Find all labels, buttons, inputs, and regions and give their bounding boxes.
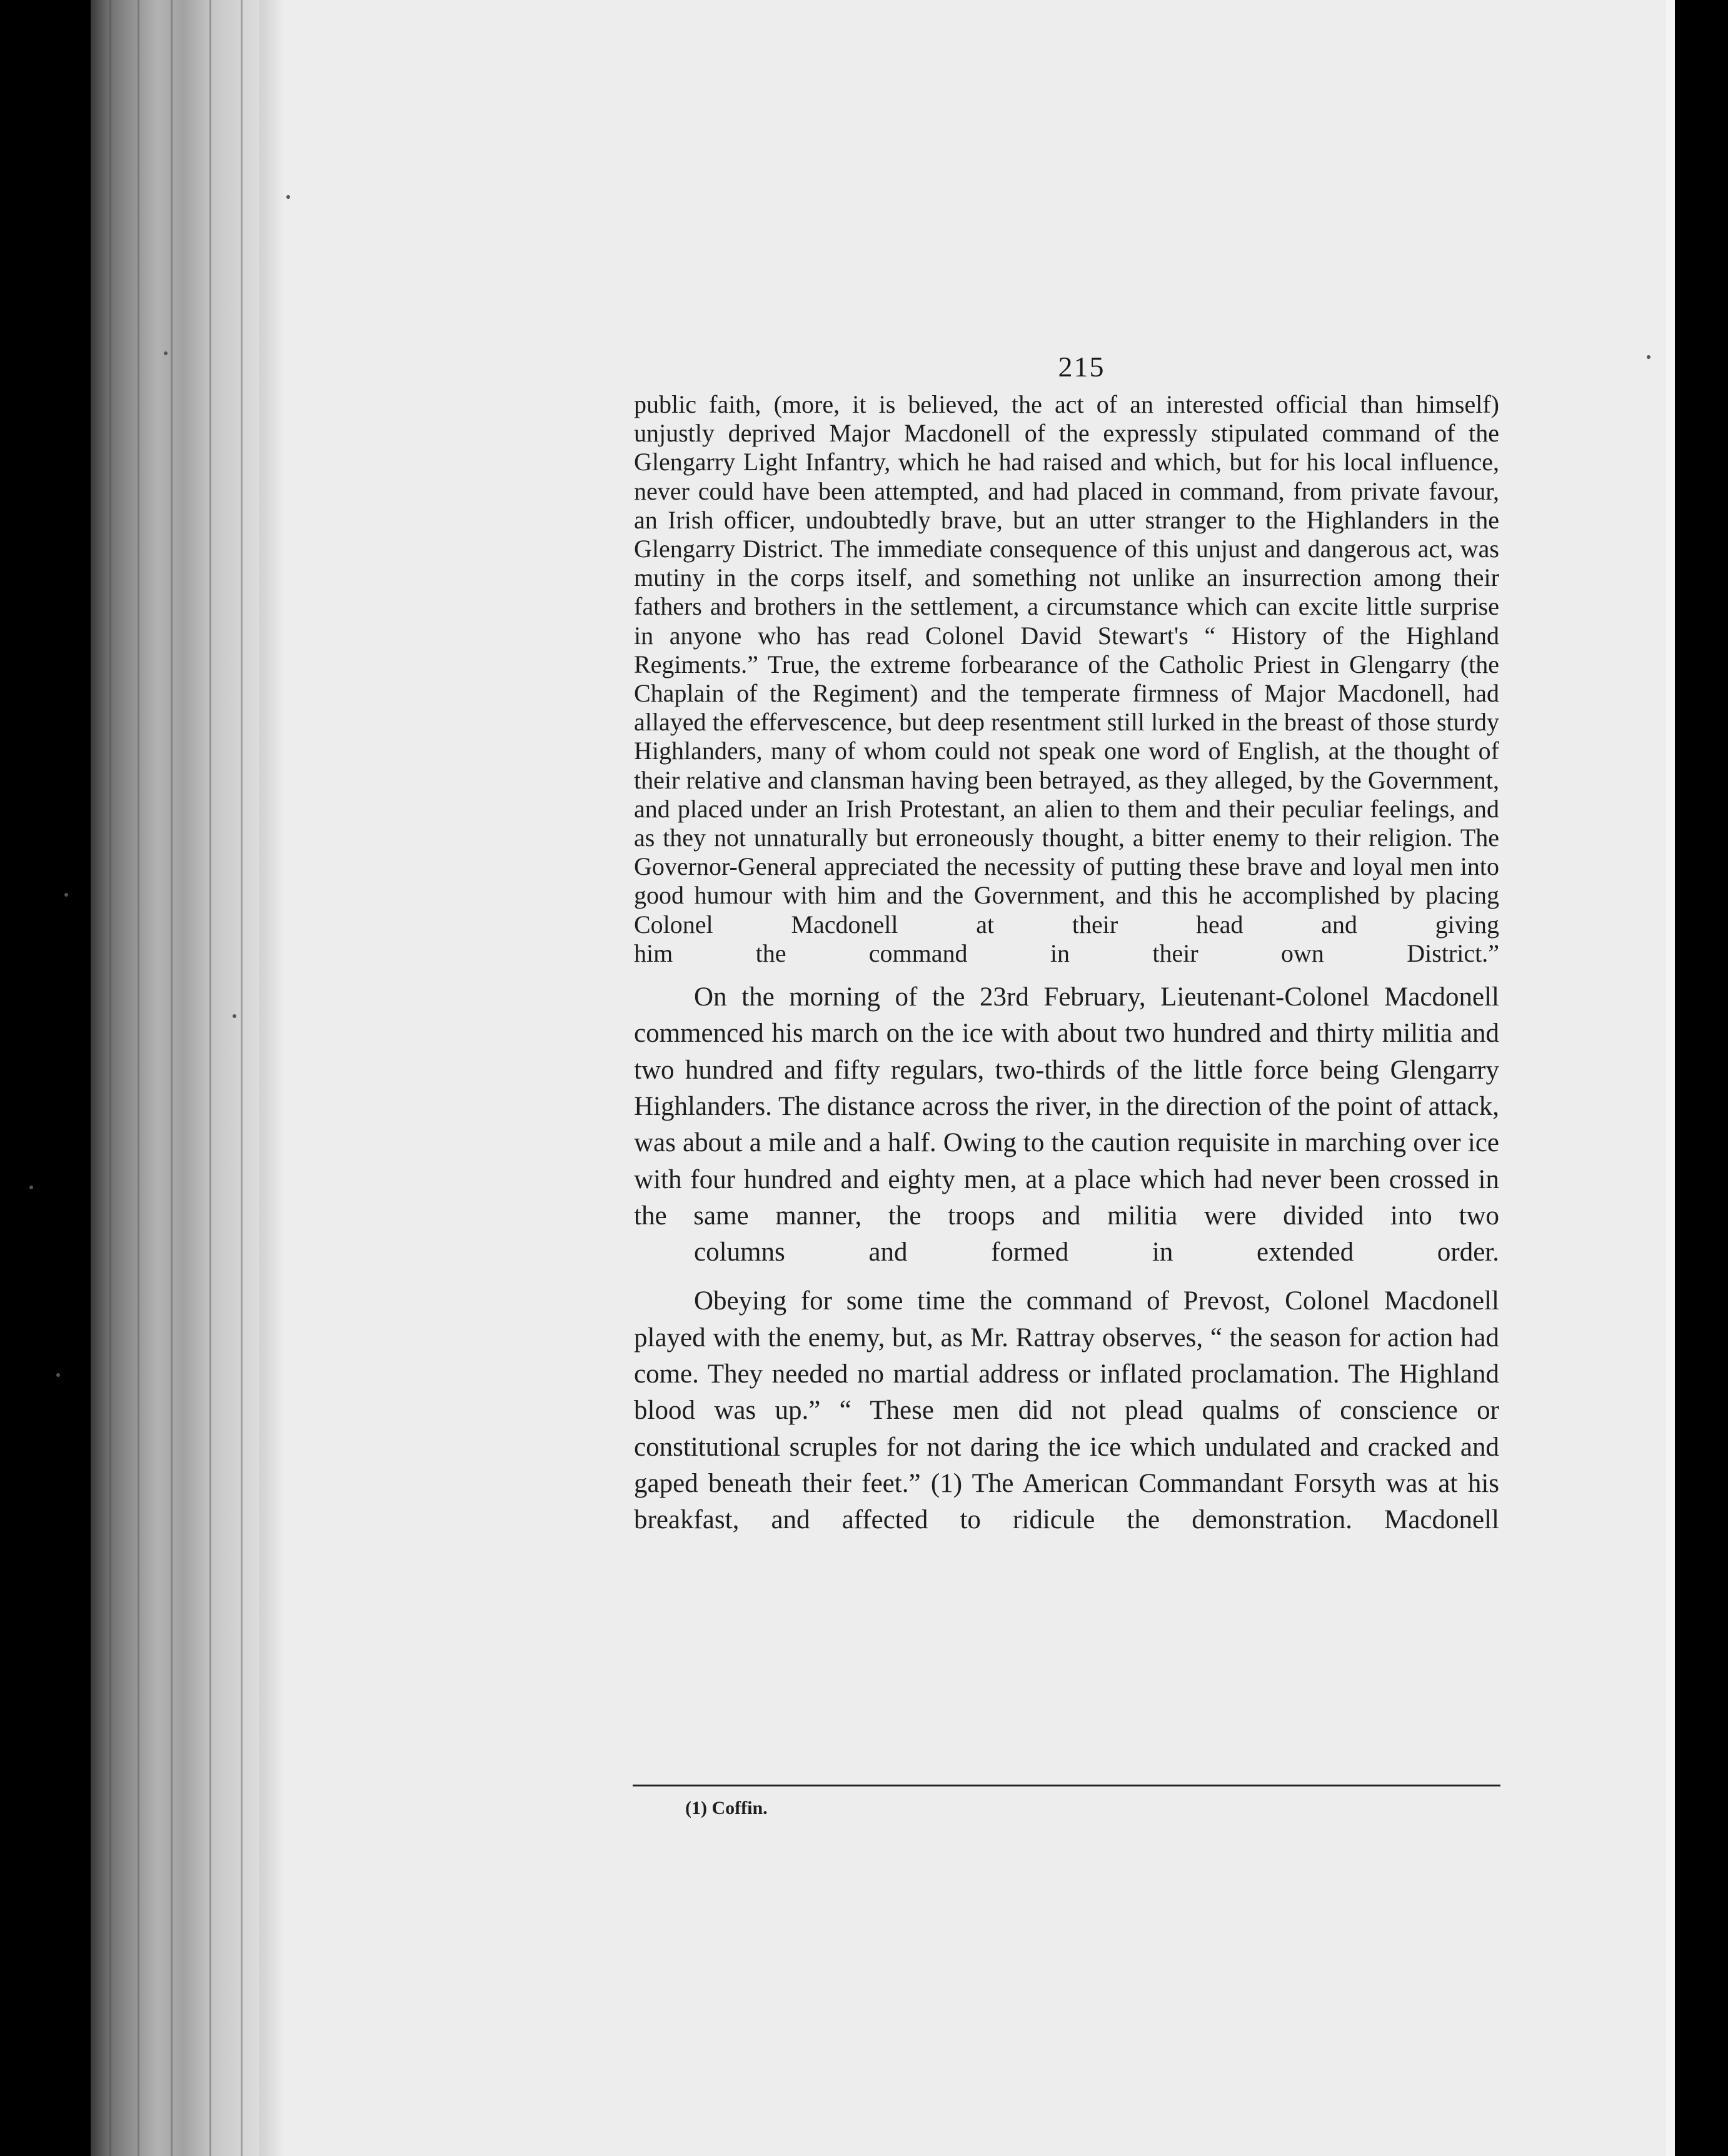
gutter-shadow <box>259 0 284 2156</box>
footnote-rule <box>633 1785 1500 1786</box>
page-speck <box>1647 355 1650 359</box>
page-speck <box>164 351 168 355</box>
page-edge-line <box>109 0 111 2156</box>
page-speck <box>56 1373 60 1377</box>
facing-page-edge <box>1666 0 1675 2156</box>
page-edge-line <box>171 0 173 2156</box>
page-speck <box>29 1186 33 1189</box>
page-edge-line <box>209 0 211 2156</box>
page-edge-line <box>138 0 139 2156</box>
paragraph-text: public faith, (more, it is believed, the act of an interested official than himself) unjustly deprived Major Macdonell of the expressly stipulated command of the Glengarry Light Infantry, which he had raised and which, but for his local influence, never could have been attempted, and had placed in command, from private favour, an Irish officer, undoubtedly brave, but an utter stranger to the Highlanders in the Glengarry District. The immediate consequence of this unjust and dangerous act, was mutiny in the corps itself, and something not unlike an insurrection among their fathers and brothers in the settlement, a circumstance which can excite little surprise in anyone who has read Colonel David Stewart's “ History of the Highland Regiments.” True, the extreme forbearance of the Catholic Priest in Glengarry (the Chaplain of the Regiment) and the temperate firmness of Major Macdonell, had allayed the effervescence, but deep resentment still lurked in the breast of those sturdy Highlanders, many of whom could not speak one word of English, at the thought of their relative and clansman having been betrayed, as they alleged, by the Government, and placed under an Irish Protestant, an alien to them and their peculiar feelings, and as they not unnaturally but erroneously thought, a bitter enemy to their religion. The Governor-General appreciated the necessity of putting these brave and loyal men into good humour with him and the Government, and this he accomplished by placing Colonel Macdonell at their head and giving <box>634 390 1499 939</box>
paragraph <box>634 390 1499 968</box>
page-speck <box>64 893 68 897</box>
paragraph-text: On the morning of the 23rd February, Lieutenant-Colonel Macdonell commenced his march on the ice with about two hundred and thirty militia and two hundred and fifty regulars, two-thirds of the little force being Glengarry Highlanders. The distance across the river, in the direction of the point of attack, was about a mile and a half. Owing to the caution requisite in marching over ice with four hundred and eighty men, at a place which had never been crossed in the same manner, the troops and militia were divided into two <box>634 982 1499 1231</box>
page-speck <box>286 195 290 199</box>
paragraph-text: Obeying for some time the command of Prevost, Colonel Macdonell played with the enemy, but, as Mr. Rattray observes, “ the season for action had come. They needed no martial address or inflated proclamation. The Highland blood was up.” “ These men did not plead qualms of conscience or constitutional scruples for not daring the ice which undulated and cracked and gaped beneath their feet.” (1) The American Commandant Forsyth was at his breakfast, and affected to ridicule the demonstration. Macdonell <box>634 1286 1499 1535</box>
paragraph-last-line: columns and formed in extended order. <box>694 1237 1499 1267</box>
page-edges-stack <box>91 0 259 2156</box>
paragraph-last-line: him the command in their own District.” <box>634 939 1499 967</box>
paragraph <box>634 979 1499 1271</box>
page-edge-line <box>241 0 243 2156</box>
footnote: (1) Coffin. <box>685 1798 768 1818</box>
page-speck <box>233 1014 236 1018</box>
body-text <box>634 390 1499 1539</box>
paragraph <box>634 1283 1499 1538</box>
page-number: 215 <box>1058 351 1105 383</box>
